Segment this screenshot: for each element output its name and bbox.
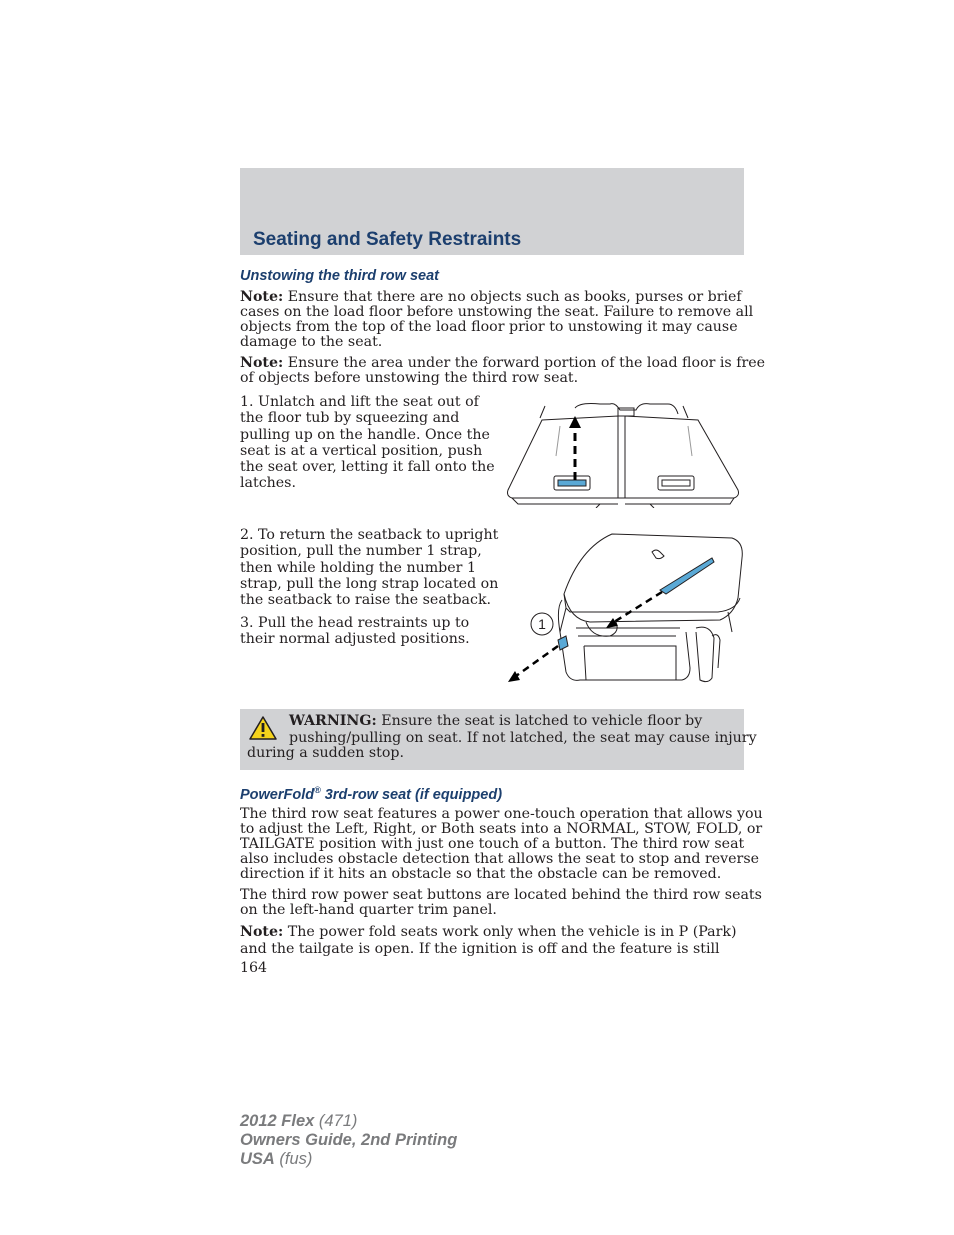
section-title: Seating and Safety Restraints xyxy=(253,229,522,250)
seat-strap-illustration xyxy=(500,528,748,688)
warning-text: Ensure the seat is latched to vehicle floor by xyxy=(376,713,703,729)
footer-code: (471) xyxy=(314,1112,358,1130)
step-line: the floor tub by squeezing and xyxy=(240,410,460,427)
footer-edition-info xyxy=(240,1112,457,1169)
powerfold-paragraph-1 xyxy=(240,807,763,882)
footer-market: USA xyxy=(240,1150,275,1168)
step-line: the seatback to raise the seatback. xyxy=(240,592,492,609)
step-line: 3. Pull the head restraints up to xyxy=(240,615,470,631)
step-line: the seat over, letting it fall onto the xyxy=(240,459,495,476)
step-line: 2. To return the seatback to upright xyxy=(240,527,499,543)
stowed-seat-illustration xyxy=(500,396,748,508)
note-text: and the tailgate is open. If the ignition is off and the feature is still xyxy=(240,941,720,957)
page-number: 164 xyxy=(240,960,268,976)
step-3-text xyxy=(240,615,470,648)
para-line: The third row seat features a power one-touch operation that allows you xyxy=(240,806,763,822)
step-line: their normal adjusted positions. xyxy=(240,631,470,648)
note-paragraph-1 xyxy=(240,290,753,350)
step-line: position, pull the number 1 strap, xyxy=(240,543,482,560)
step-line: then while holding the number 1 xyxy=(240,559,476,576)
para-line: on the left-hand quarter trim panel. xyxy=(240,902,497,918)
note-text: objects from the top of the load floor prior to unstowing it may cause xyxy=(240,319,738,335)
step-line: pulling up on the handle. Once the xyxy=(240,426,490,443)
step-line: seat is at a vertical position, push xyxy=(240,442,483,459)
note-label: Note: xyxy=(240,289,284,305)
warning-text-line-3: during a sudden stop. xyxy=(247,745,404,761)
powerfold-paragraph-2 xyxy=(240,888,762,918)
strap-callout-number: 1 xyxy=(538,616,546,632)
step-1-text xyxy=(240,394,495,492)
step-line: strap, pull the long strap located on xyxy=(240,575,499,592)
heading-text: PowerFold xyxy=(240,786,315,803)
note-text: damage to the seat. xyxy=(240,334,383,350)
note-text: cases on the load floor before unstowing the seat. Failure to remove all xyxy=(240,304,754,320)
para-line: TAILGATE position with just one touch of a button. The third row seat xyxy=(240,836,745,852)
step-2-text xyxy=(240,527,498,608)
note-text: Ensure that there are no objects such as books, purses or brief xyxy=(283,289,742,305)
note-text: The power fold seats work only when the vehicle is in P (Park) xyxy=(283,924,737,940)
note-label: Note: xyxy=(240,924,284,940)
footer-printing: Owners Guide, 2nd Printing xyxy=(240,1131,458,1149)
note-paragraph-3 xyxy=(240,924,737,958)
step-line: 1. Unlatch and lift the seat out of xyxy=(240,394,479,410)
unstow-heading: Unstowing the third row seat xyxy=(240,268,439,284)
note-paragraph-2 xyxy=(240,356,765,386)
note-label: Note: xyxy=(240,355,284,371)
warning-label: WARNING: xyxy=(289,713,377,729)
footer-model: 2012 Flex xyxy=(240,1112,315,1130)
heading-text: 3rd-row seat (if equipped) xyxy=(320,786,503,803)
registered-mark: ® xyxy=(314,785,321,795)
para-line: to adjust the Left, Right, or Both seats into a NORMAL, STOW, FOLD, or xyxy=(240,821,763,837)
note-text: of objects before unstowing the third row seat. xyxy=(240,370,579,386)
para-line: direction if it hits an obstacle so that the obstacle can be removed. xyxy=(240,866,722,882)
step-line: latches. xyxy=(240,475,296,492)
para-line: The third row power seat buttons are located behind the third row seats xyxy=(240,887,762,903)
note-text: Ensure the area under the forward portion of the load floor is free xyxy=(283,355,766,371)
warning-text-line-1 xyxy=(289,713,757,746)
warning-text: pushing/pulling on seat. If not latched, the seat may cause injury xyxy=(289,729,757,746)
warning-triangle-icon xyxy=(248,715,278,741)
powerfold-heading xyxy=(240,785,502,803)
para-line: also includes obstacle detection that allows the seat to stop and reverse xyxy=(240,851,760,867)
footer-market-code: (fus) xyxy=(274,1150,313,1168)
